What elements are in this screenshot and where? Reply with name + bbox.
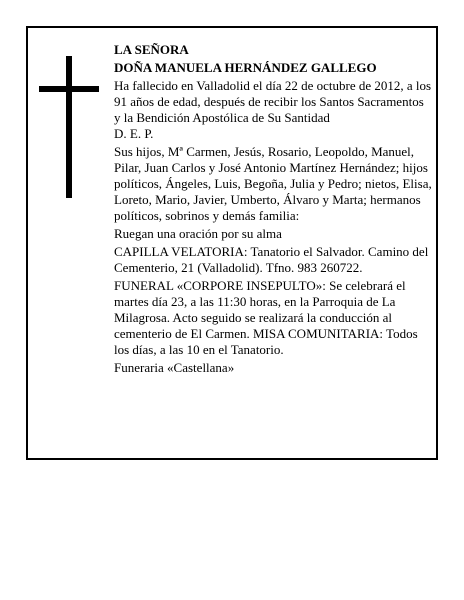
funeral-info: FUNERAL «CORPORE INSEPULTO»: Se celebrará el martes día 23, a las 11:30 horas, en la Parroquia de La Milagrosa. Acto seguido se realizará la conducción al cementerio de El Carmen. MISA COMUNITARIA: Todos los días, a las 10 en el Tanatorio. <box>114 278 418 357</box>
cross-horizontal-bar <box>39 86 99 92</box>
family-list: Sus hijos, Mª Carmen, Jesús, Rosario, Leopoldo, Manuel, Pilar, Juan Carlos y José Antonio Martínez Hernández; hijos políticos, Ángeles, Luis, Begoña, Julia y Pedro; nietos, Elisa, Loreto, Mario, Javier, Umberto, Álvaro y Marta; hermanos políticos, sobrinos y demás familia: <box>114 144 432 223</box>
death-announcement <box>114 78 432 142</box>
death-announcement-text: Ha fallecido en Valladolid el día 22 de octubre de 2012, a los 91 años de edad, después de recibir los Santos Sacramentos y la Bendición Apostólica de Su Santidad <box>114 78 432 125</box>
chapel-info: CAPILLA VELATORIA: Tanatorio el Salvador. Camino del Cementerio, 21 (Valladolid). Tfno. 983 260722. <box>114 244 429 275</box>
prayer-request: Ruegan una oración por su alma <box>114 226 282 241</box>
dep-text: D. E. P. <box>114 126 154 141</box>
deceased-name: DOÑA MANUELA HERNÁNDEZ GALLEGO <box>114 60 377 75</box>
funeral-home: Funeraria «Castellana» <box>114 360 235 375</box>
notice-text <box>114 42 432 378</box>
obituary-notice <box>26 26 438 460</box>
notice-title: LA SEÑORA <box>114 42 189 57</box>
cross-vertical-bar <box>66 56 72 198</box>
